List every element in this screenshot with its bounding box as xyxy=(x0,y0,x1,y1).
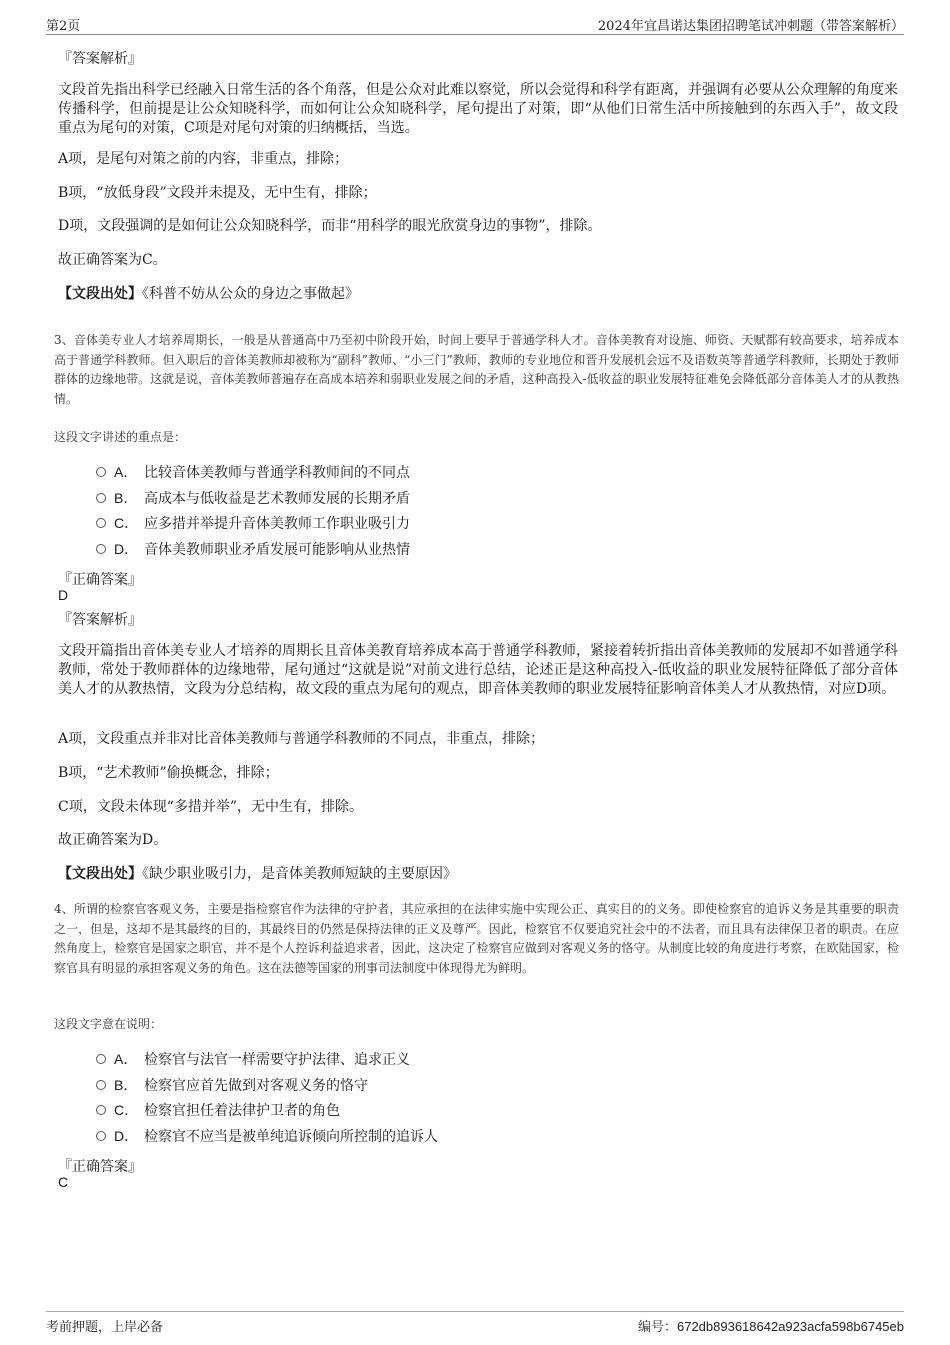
q4-option-a[interactable]: A． 检察官与法官一样需要守护法律、追求正义 xyxy=(96,1048,596,1070)
q3-source xyxy=(58,865,898,884)
q3-conclusion: 故正确答案为D。 xyxy=(58,832,168,848)
q2-source-label: 【文段出处】 xyxy=(58,286,142,302)
footer-code: 编号：672db893618642a923acfa598b6745eb xyxy=(637,1319,904,1334)
radio-icon[interactable] xyxy=(96,1105,106,1115)
q2-source-text: 《科普不妨从公众的身边之事做起》 xyxy=(142,286,359,302)
q3-answer-title: 『正确答案』 xyxy=(58,572,142,588)
radio-icon[interactable] xyxy=(96,493,106,503)
q3-option-d[interactable]: D． 音体美教师职业矛盾发展可能影响从业热情 xyxy=(96,538,596,560)
q2-option-a-note: A项，是尾句对策之前的内容，非重点，排除； xyxy=(58,151,349,167)
q2-option-d-note: D项，文段强调的是如何让公众知晓科学，而非“用科学的眼光欣赏身边的事物”，排除。 xyxy=(58,218,602,234)
q4-answer: C xyxy=(58,1174,69,1190)
document-title: 2024年宜昌诺达集团招聘笔试冲刺题（带答案解析） xyxy=(597,19,904,34)
page-header xyxy=(46,12,904,35)
q3-option-c[interactable]: C． 应多措并举提升音体美教师工作职业吸引力 xyxy=(96,512,596,534)
q3-stem: 3、音体美专业人才培养周期长，一般是从普通高中乃至初中阶段开始，时间上要早于普通学科人才。音体美教育对设施、师资、天赋都有较高要求，培养成本高于普通学科教师。但入职后的音体美教师却被称为“副科”教师、“小三门”教师，教师的专业地位和晋升发展机会远不及语数英等普通学科教师，长期处于教师群体的边缘地带。这就是说，音体美教师普遍存在高成本培养和弱职业发展之间的矛盾，这种高投入-低收益的职业发展特征难免会降低部分音体美人才的从教热情。 xyxy=(54,333,899,406)
q3-option-b[interactable]: B． 高成本与低收益是艺术教师发展的长期矛盾 xyxy=(96,487,596,509)
q3-option-a[interactable]: A． 比较音体美教师与普通学科教师间的不同点 xyxy=(96,461,596,483)
q3-analysis-text: 文段开篇指出音体美专业人才培养的周期长且音体美教育培养成本高于普通学科教师，紧接着转折指出音体美教师的发展却不如普通学科教师，常处于教师群体的边缘地带，尾句通过“这就是说”对前文进行总结，论述正是这种高投入-低收益的职业发展特征降低了部分音体美人才的从教热情，文段为分总结构，故文段的重点为尾句的观点，即音体美教师的职业发展特征影响音体美人才从教热情，对应D项。 xyxy=(58,643,898,697)
q4-option-c[interactable]: C． 检察官担任着法律护卫者的角色 xyxy=(96,1099,596,1121)
q2-analysis-text: 文段首先指出科学已经融入日常生活的各个角落，但是公众对此难以察觉，所以会觉得和科学有距离，并强调有必要从公众理解的角度来传播科学，但前提是让公众知晓科学，而如何让公众知晓科学，尾句提出了对策，即“从他们日常生活中所接触到的东西入手”，故文段重点为尾句的对策，C项是对尾句对策的归纳概括，当选。 xyxy=(58,82,898,136)
q3-answer: D xyxy=(58,587,69,603)
page-number: 第2页 xyxy=(46,19,81,34)
q2-source xyxy=(58,285,898,304)
radio-icon[interactable] xyxy=(96,1054,106,1064)
q3-source-text: 《缺少职业吸引力，是音体美教师短缺的主要原因》 xyxy=(142,866,457,882)
q4-option-b[interactable]: B． 检察官应首先做到对客观义务的恪守 xyxy=(96,1074,596,1096)
q2-conclusion: 故正确答案为C。 xyxy=(58,252,167,268)
q3-prompt: 这段文字讲述的重点是： xyxy=(54,430,187,444)
radio-icon[interactable] xyxy=(96,544,106,554)
radio-icon[interactable] xyxy=(96,518,106,528)
q3-source-label: 【文段出处】 xyxy=(58,866,142,882)
q4-prompt: 这段文字意在说明： xyxy=(54,1017,163,1031)
q3-option-c-note: C项，文段未体现“多措并举”，无中生有，排除。 xyxy=(58,799,364,815)
radio-icon[interactable] xyxy=(96,467,106,477)
radio-icon[interactable] xyxy=(96,1131,106,1141)
q3-option-b-note: B项，“艺术教师”偷换概念，排除； xyxy=(58,765,279,781)
q2-option-b-note: B项，“放低身段”文段并未提及，无中生有，排除； xyxy=(58,185,377,201)
q4-answer-title: 『正确答案』 xyxy=(58,1159,142,1175)
q4-stem: 4、所谓的检察官客观义务，主要是指检察官作为法律的守护者，其应承担的在法律实施中实现公正、真实目的的义务。即使检察官的追诉义务是其重要的职责之一，但是，这却不是其最终的目的，其最终目的仍然是保持法律的正义及尊严。因此，检察官不仅要追究社会中的不法者，而且具有法律保卫者的职责。在应然角度上，检察官是国家之职官，并不是个人控诉利益追求者，因此，这决定了检察官应做到对客观义务的恪守。从制度比较的角度进行考察，在欧陆国家，检察官具有明显的承担客观义务的角色。这在法德等国家的刑事司法制度中体现得尤为鲜明。 xyxy=(54,902,899,975)
q3-option-a-note: A项，文段重点并非对比音体美教师与普通学科教师的不同点，非重点，排除； xyxy=(58,731,545,747)
radio-icon[interactable] xyxy=(96,1080,106,1090)
q3-analysis-title: 『答案解析』 xyxy=(58,612,142,628)
q4-option-d[interactable]: D． 检察官不应当是被单纯追诉倾向所控制的追诉人 xyxy=(96,1125,596,1147)
footer-slogan: 考前押题，上岸必备 xyxy=(46,1320,164,1335)
page-footer xyxy=(46,1311,904,1336)
q2-analysis-title: 『答案解析』 xyxy=(58,51,142,67)
